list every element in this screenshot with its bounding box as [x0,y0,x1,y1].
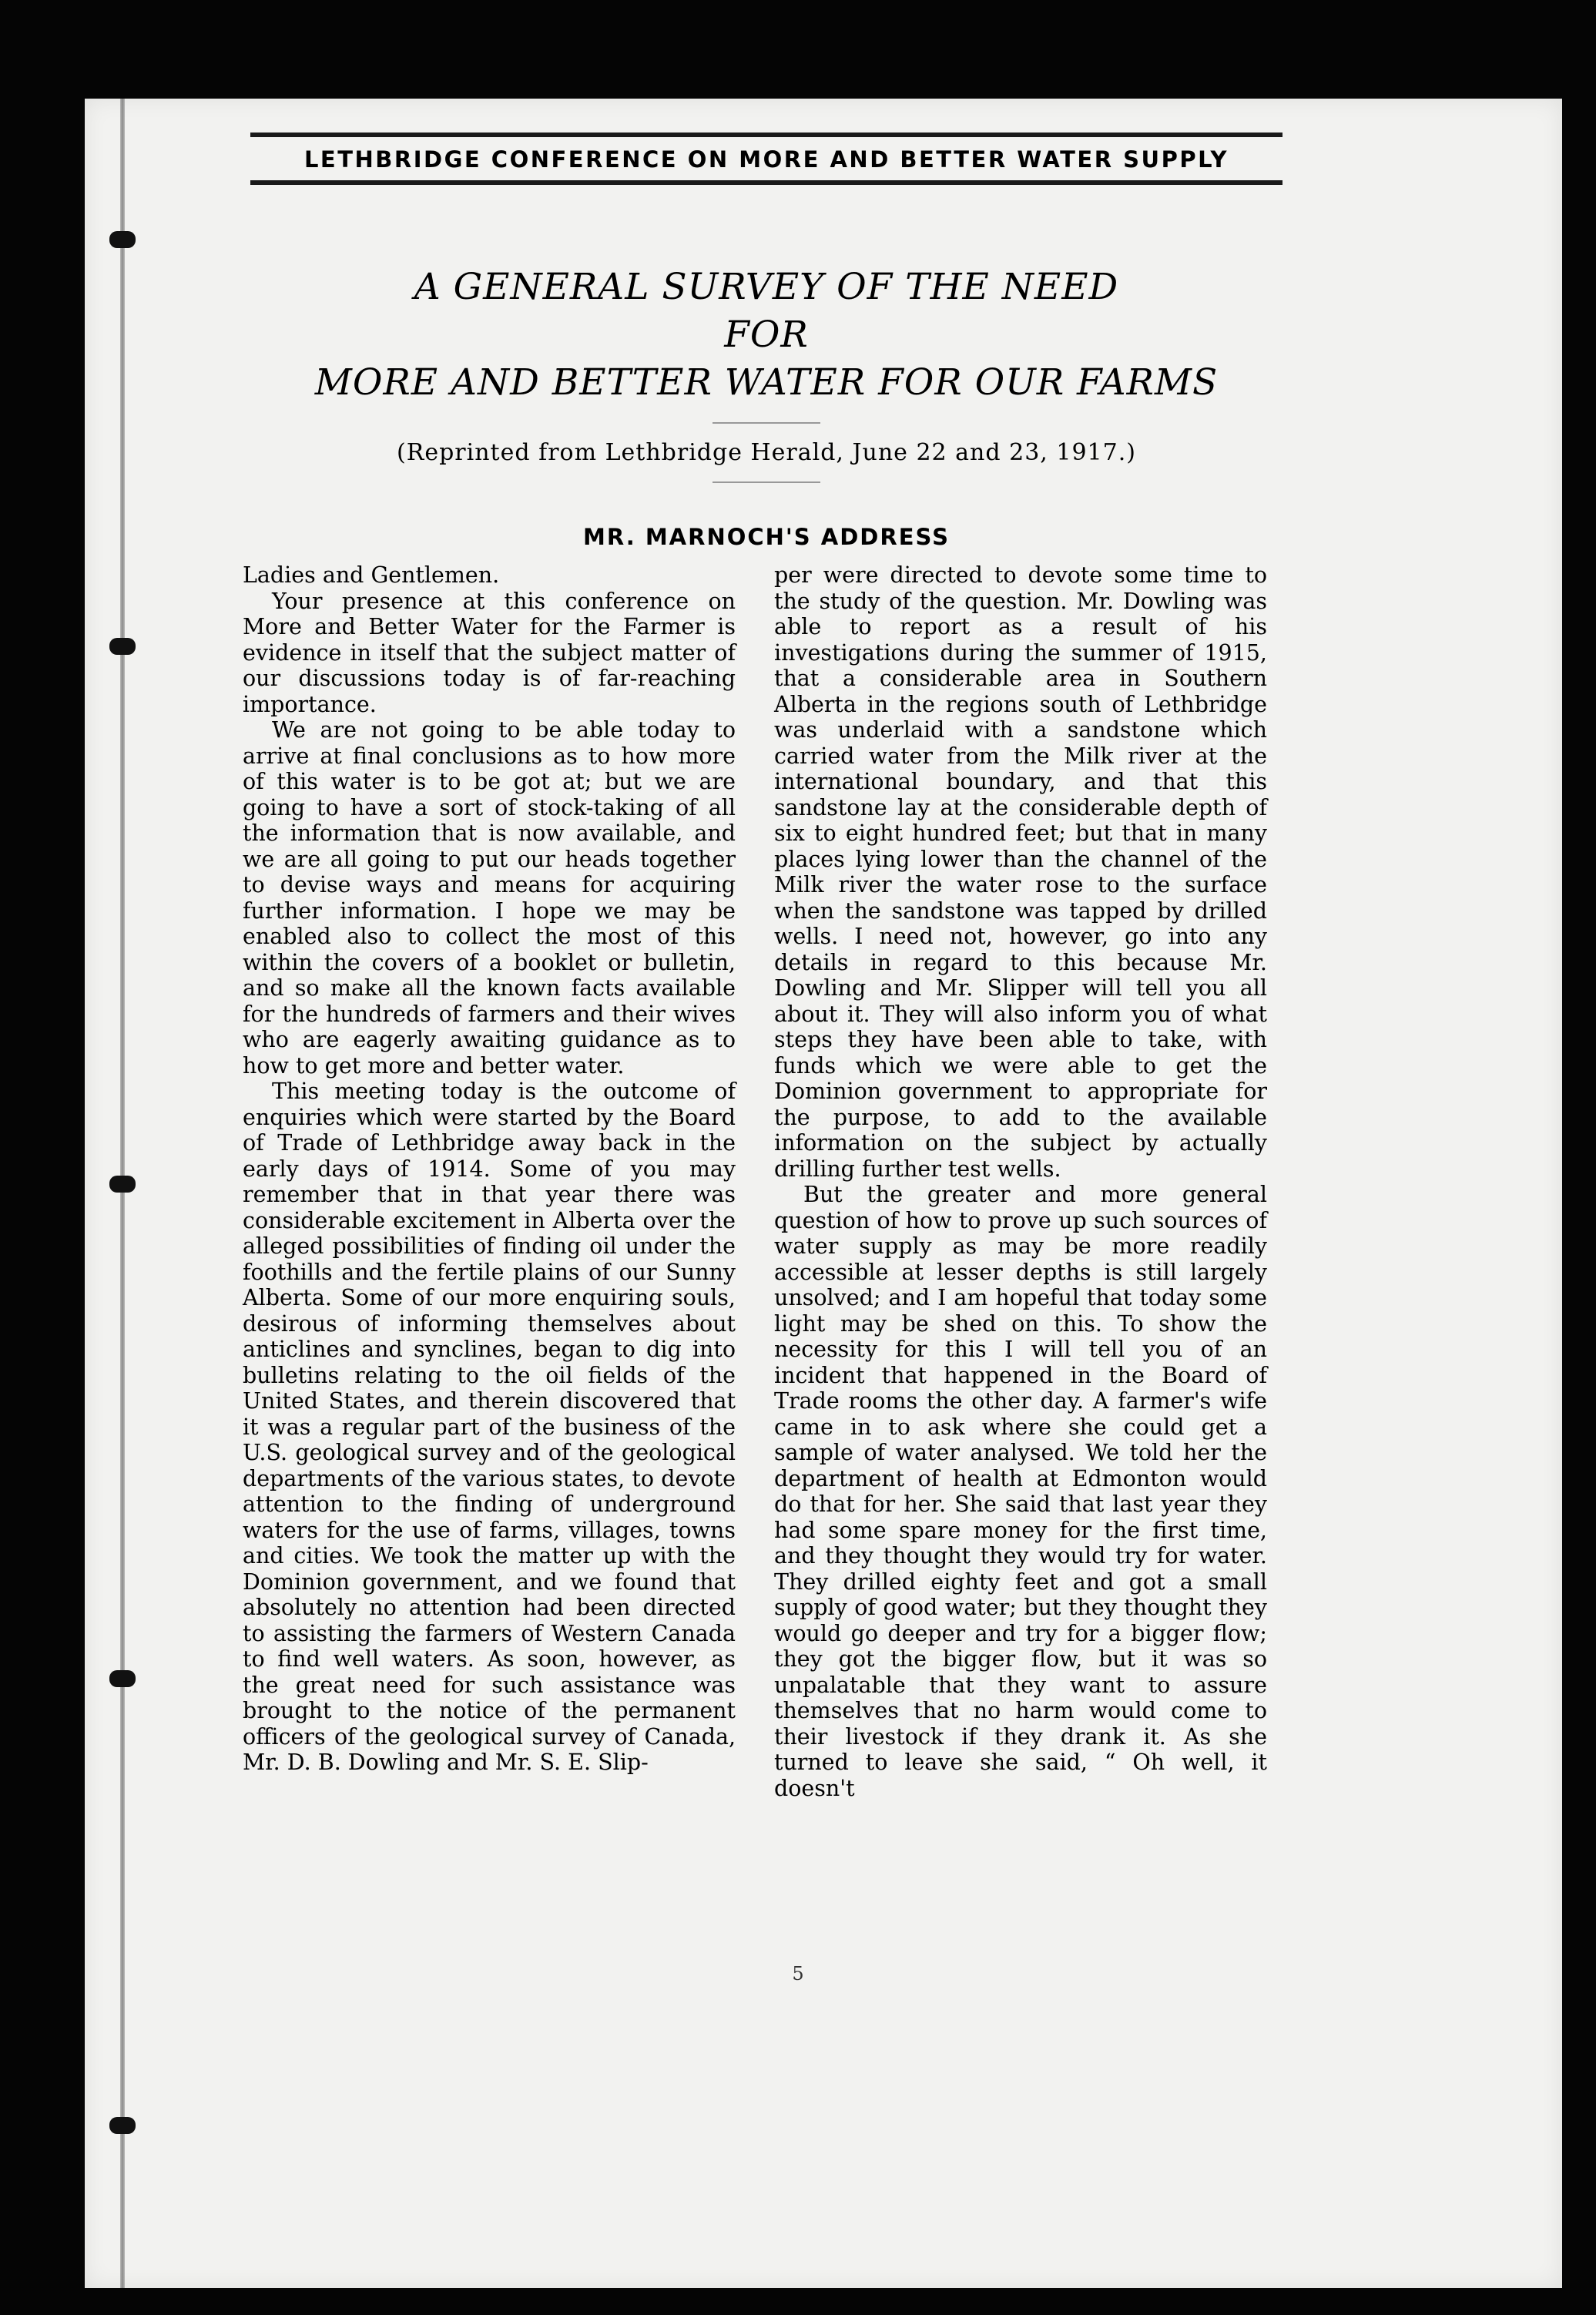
reprint-note: (Reprinted from Lethbridge Herald, June 22 and 23, 1917.) [397,439,1136,466]
salutation: Ladies and Gentlemen. [243,562,500,588]
paragraph: This meeting today is the outcome of enquiries which were started by the Board of Trade of Lethbridge away back in the early days of 1914. Some of you may remember that in that year there was considerable excitement in Alberta over the alleged possibilities of finding oil under the foothills and the fertile plains of our Sunny Alberta. Some of our more enquiring souls, desirous of informing themselves about anticlines and synclines, began to dig into bulletins relating to the oil fields of the United States, and therein discovered that it was a regular part of the business of the U.S. geological survey and of the geological departments of the various states, to devote attention to the finding of underground waters for the use of farms, villages, towns and cities. We took the matter up with the Dominion government, and we found that absolutely no attention had been directed to assisting the farmers of Western Canada to find well waters. As soon, however, as the great need for such assistance was brought to the notice of the permanent officers of the geological survey of Canada, Mr. D. B. Dowling and Mr. S. E. Slip- [243,1079,736,1775]
paragraph: Your presence at this conference on More and Better Water for the Farmer is evidence in itself that the subject matter of our discussions today is of far-reaching importance. [243,588,736,717]
page-number: 5 [792,1963,804,1985]
binding-staple [109,1670,136,1687]
binding-spine [120,99,125,2288]
paragraph-continued: per were directed to devote some time to the study of the question. Mr. Dowling was able to report as a result of his investigations during the summer of 1915, that a considerable area in Southern Alberta in the regions south of Lethbridge was underlaid with a sandstone which carried water from the Milk river at the international boundary, and that this sandstone lay at the considerable depth of six to eight hundred feet; but that in many places lying lower than the channel of the Milk river the water rose to the surface when the sandstone was tapped by drilled wells. I need not, however, go into any details in regard to this because Mr. Dowling and Mr. Slipper will tell you all about it. They will also inform you of what steps they have been able to take, with funds which we were able to get the Dominion government to appropriate for the purpose, to add to the available information on the subject by actually drilling further test wells. [774,562,1267,1182]
title-line-3: MORE AND BETTER WATER FOR OUR FARMS [314,361,1219,404]
binding-staple [109,2117,136,2134]
text-column-left [243,562,736,1776]
title-line-2: FOR [724,314,809,356]
section-heading: MR. MARNOCH'S ADDRESS [582,524,950,550]
paragraph: We are not going to be able today to arrive at final conclusions as to how more of this water is to be got at; but we are going to have a sort of stock-taking of all the information that is now available, and we are all going to put our heads together to devise ways and means for acquiring further information. I hope we may be enabled also to collect the most of this within the covers of a booklet or bulletin, and so make all the known facts available for the hundreds of farmers and their wives who are eagerly awaiting guidance as to how to get more and better water. [243,717,736,1079]
binding-staple [109,231,136,248]
paragraph: But the greater and more general question of how to prove up such sources of water supply as may be more readily accessible at lesser depths is still largely unsolved; and I am hopeful that today some light may be shed on this. To show the necessity for this I will tell you of an incident that happened in the Board of Trade rooms the other day. A farmer's wife came in to ask where she could get a sample of water analysed. We told her the department of health at Edmonton would do that for her. She said that last year they had some spare money for the first time, and they thought they would try for water. They drilled eighty feet and got a small supply of good water; but they thought they would go deeper and try for a bigger flow; they got the bigger flow, but it was so unpalatable that they want to assure themselves that no harm would come to their livestock if they drank it. As she turned to leave she said, “ Oh well, it doesn't [774,1182,1267,1801]
text-column-right [774,562,1267,1801]
article-title-block [254,263,1279,498]
title-divider [712,422,820,424]
title-line-1: A GENERAL SURVEY OF THE NEED [414,266,1119,308]
reprint-divider [712,481,820,483]
running-header: LETHBRIDGE CONFERENCE ON MORE AND BETTER WATER SUPPLY [250,133,1282,185]
binding-staple [109,638,136,655]
binding-staple [109,1176,136,1193]
